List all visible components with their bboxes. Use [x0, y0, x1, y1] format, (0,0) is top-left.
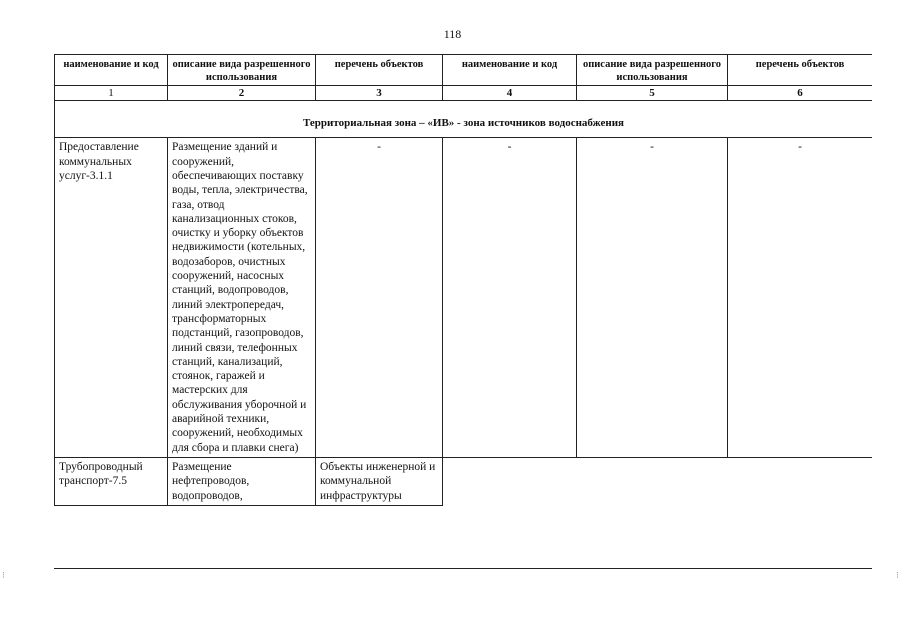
header-name-code-2: наименование и код [443, 55, 577, 86]
page-number: 118 [443, 27, 462, 41]
conditional-objects-cell: - [728, 138, 873, 458]
empty-cell [443, 457, 873, 505]
scan-edge-mark: ⁝ [2, 570, 5, 580]
column-number-3: 3 [316, 86, 443, 101]
column-number-2: 2 [168, 86, 316, 101]
header-row [55, 55, 873, 86]
table-row [55, 138, 873, 458]
use-name-cell: Предоставление коммунальных услуг-3.1.1 [55, 138, 168, 458]
use-name-cell: Трубопроводный транспорт-7.5 [55, 457, 168, 505]
zoning-table-container [54, 54, 872, 569]
header-description-2: описание вида разрешенного использования [577, 55, 728, 86]
table-row [55, 457, 873, 505]
column-number-5: 5 [577, 86, 728, 101]
zoning-table [54, 54, 872, 506]
column-number-1: 1 [55, 86, 168, 101]
objects-cell: Объекты инженерной и коммунальной инфраструктуры [316, 457, 443, 505]
scan-edge-mark: ⁝ [896, 570, 899, 580]
header-name-code-1: наименование и код [55, 55, 168, 86]
conditional-description-cell: - [577, 138, 728, 458]
conditional-name-cell: - [443, 138, 577, 458]
use-description-cell: Размещение зданий и сооружений, обеспечивающих поставку воды, тепла, электричества, газа, отвод канализационных стоков, очистку и уборку объектов недвижимости (котельных, водозаборов, очистных сооружений, насосных станций, водопроводов, линий электропередач, трансформаторных подстанций, газопроводов, линий связи, телефонных станций, канализаций, стоянок, гаражей и мастерских для обслуживания уборочной и аварийной техники, сооружений, необходимых для сбора и плавки снега) [168, 138, 316, 458]
use-description-cell: Размещение нефтепроводов, водопроводов, [168, 457, 316, 505]
column-number-6: 6 [728, 86, 873, 101]
zone-title-row [55, 101, 873, 138]
column-number-row [55, 86, 873, 101]
header-description-1: описание вида разрешенного использования [168, 55, 316, 86]
objects-cell: - [316, 138, 443, 458]
header-objects-2: перечень объектов [728, 55, 873, 86]
zone-title: Территориальная зона – «ИВ» - зона источников водоснабжения [303, 117, 624, 130]
column-number-4: 4 [443, 86, 577, 101]
header-objects-1: перечень объектов [316, 55, 443, 86]
